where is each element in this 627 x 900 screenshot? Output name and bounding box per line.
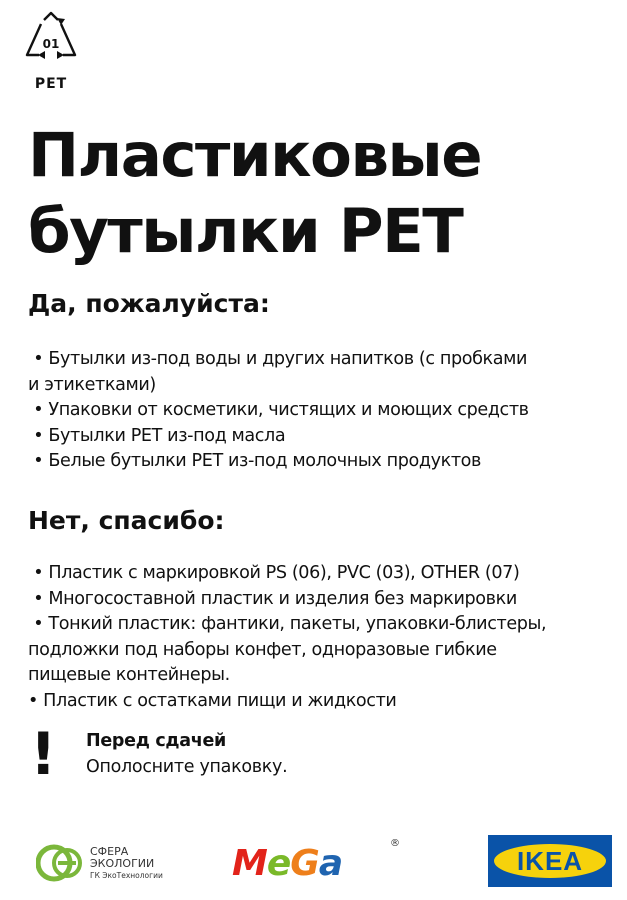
sfera-leaf-icon — [36, 844, 84, 882]
mega-letter: G — [290, 843, 319, 884]
sfera-line-1: СФЕРА — [90, 845, 129, 858]
exclamation-icon: ! — [30, 720, 57, 788]
rejected-list — [28, 561, 608, 714]
list-item: • Белые бутылки PET из-под молочных продуктов — [28, 451, 482, 471]
recycling-symbol — [24, 10, 86, 92]
ikea-logo — [488, 835, 612, 887]
list-item: • Многосоставной пластик и изделия без маркировки — [28, 588, 517, 609]
mega-letter: M — [232, 843, 267, 884]
list-item: • Бутылки PET из-под масла — [28, 425, 286, 446]
recycling-number: 01 — [42, 37, 60, 51]
list-item: • Пластик с остатками пищи и жидкости — [28, 690, 397, 711]
sfera-line-3: ГК ЭкоТехнологии — [90, 871, 163, 880]
title-line-2: бутылки PET — [28, 196, 463, 267]
sfera-ekologii-logo — [36, 842, 186, 884]
sfera-line-2: ЭКОЛОГИИ — [90, 857, 155, 870]
mega-letter: a — [318, 843, 343, 884]
list-item-continuation: пищевые контейнеры. — [28, 665, 230, 685]
accepted-heading: Да, пожалуйста: — [28, 289, 270, 318]
list-item: • Бутылки из-под воды и других напитков (с пробками — [28, 349, 528, 369]
list-item: • Упаковки от косметики, чистящих и моющих средств — [28, 400, 529, 420]
mega-letter: e — [266, 843, 291, 884]
title-line-1: Пластиковые — [28, 120, 482, 191]
page-title — [28, 118, 481, 270]
list-item: • Тонкий пластик: фантики, пакеты, упаковки-блистеры, — [28, 614, 547, 634]
rejected-heading: Нет, спасибо: — [28, 506, 225, 535]
note-text: Ополосните упаковку. — [86, 757, 288, 777]
accepted-list — [28, 347, 608, 475]
registered-mark: ® — [390, 838, 400, 849]
list-item: • Пластик с маркировкой PS (06), PVC (03), OTHER (07) — [28, 563, 520, 583]
list-item-continuation: и этикетками) — [28, 374, 156, 395]
ikea-wordmark: IKEA — [516, 846, 584, 876]
recycling-code: PET — [34, 76, 68, 92]
note-heading: Перед сдачей — [86, 731, 226, 751]
mega-wordmark — [232, 844, 342, 884]
list-item-continuation: подложки под наборы конфет, одноразовые гибкие — [28, 639, 497, 660]
mega-logo — [232, 838, 408, 888]
